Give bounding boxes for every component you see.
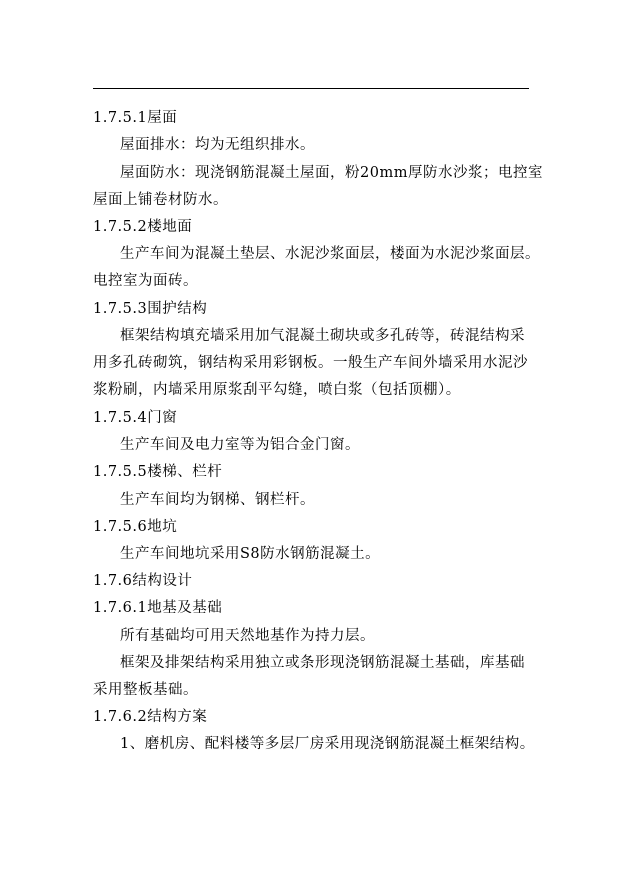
paragraph-enclosure-cont-2: 浆粉刷，内墙采用原浆刮平勾缝，喷白浆（包括顶棚）。	[93, 382, 461, 398]
paragraph-pit: 生产车间地坑采用S8防水钢筋混凝土。	[120, 546, 381, 562]
paragraph-roof-drainage: 屋面排水：均为无组织排水。	[120, 137, 315, 153]
paragraph-floor-cont: 电控室为面砖。	[93, 273, 198, 289]
paragraph-enclosure-cont-1: 用多孔砖砌筑，钢结构采用彩钢板。一般生产车间外墙采用水泥沙	[93, 355, 528, 371]
paragraph-structural-scheme-1: 1、磨机房、配料楼等多层厂房采用现浇钢筋混凝土框架结构。	[120, 736, 535, 752]
paragraph-foundation-1: 所有基础均可用天然地基作为持力层。	[120, 628, 375, 644]
section-heading-floor: 1.7.5.2楼地面	[93, 219, 193, 235]
paragraph-roof-waterproofing: 屋面防水：现浇钢筋混凝土屋面，粉20mm厚防水沙浆；电控室	[120, 165, 543, 181]
paragraph-roof-waterproofing-cont: 屋面上铺卷材防水。	[93, 192, 228, 208]
paragraph-stairs: 生产车间均为钢梯、钢栏杆。	[120, 492, 315, 508]
paragraph-foundation-2-cont: 采用整板基础。	[93, 682, 198, 698]
header-rule	[93, 88, 529, 89]
section-heading-enclosure: 1.7.5.3围护结构	[93, 301, 208, 317]
section-heading-stairs: 1.7.5.5楼梯、栏杆	[93, 464, 223, 480]
paragraph-floor: 生产车间为混凝土垫层、水泥沙浆面层，楼面为水泥沙浆面层。	[120, 246, 540, 262]
paragraph-doors-windows: 生产车间及电力室等为铝合金门窗。	[120, 437, 360, 453]
section-heading-doors-windows: 1.7.5.4门窗	[93, 410, 178, 426]
section-heading-foundation: 1.7.6.1地基及基础	[93, 600, 223, 616]
section-heading-structural-design: 1.7.6结构设计	[93, 573, 193, 589]
section-heading-pit: 1.7.5.6地坑	[93, 519, 178, 535]
section-heading-structural-scheme: 1.7.6.2结构方案	[93, 709, 208, 725]
section-heading-roof: 1.7.5.1屋面	[93, 110, 178, 126]
paragraph-enclosure: 框架结构填充墙采用加气混凝土砌块或多孔砖等，砖混结构采	[120, 328, 525, 344]
paragraph-foundation-2: 框架及排架结构采用独立或条形现浇钢筋混凝土基础，库基础	[120, 655, 525, 671]
